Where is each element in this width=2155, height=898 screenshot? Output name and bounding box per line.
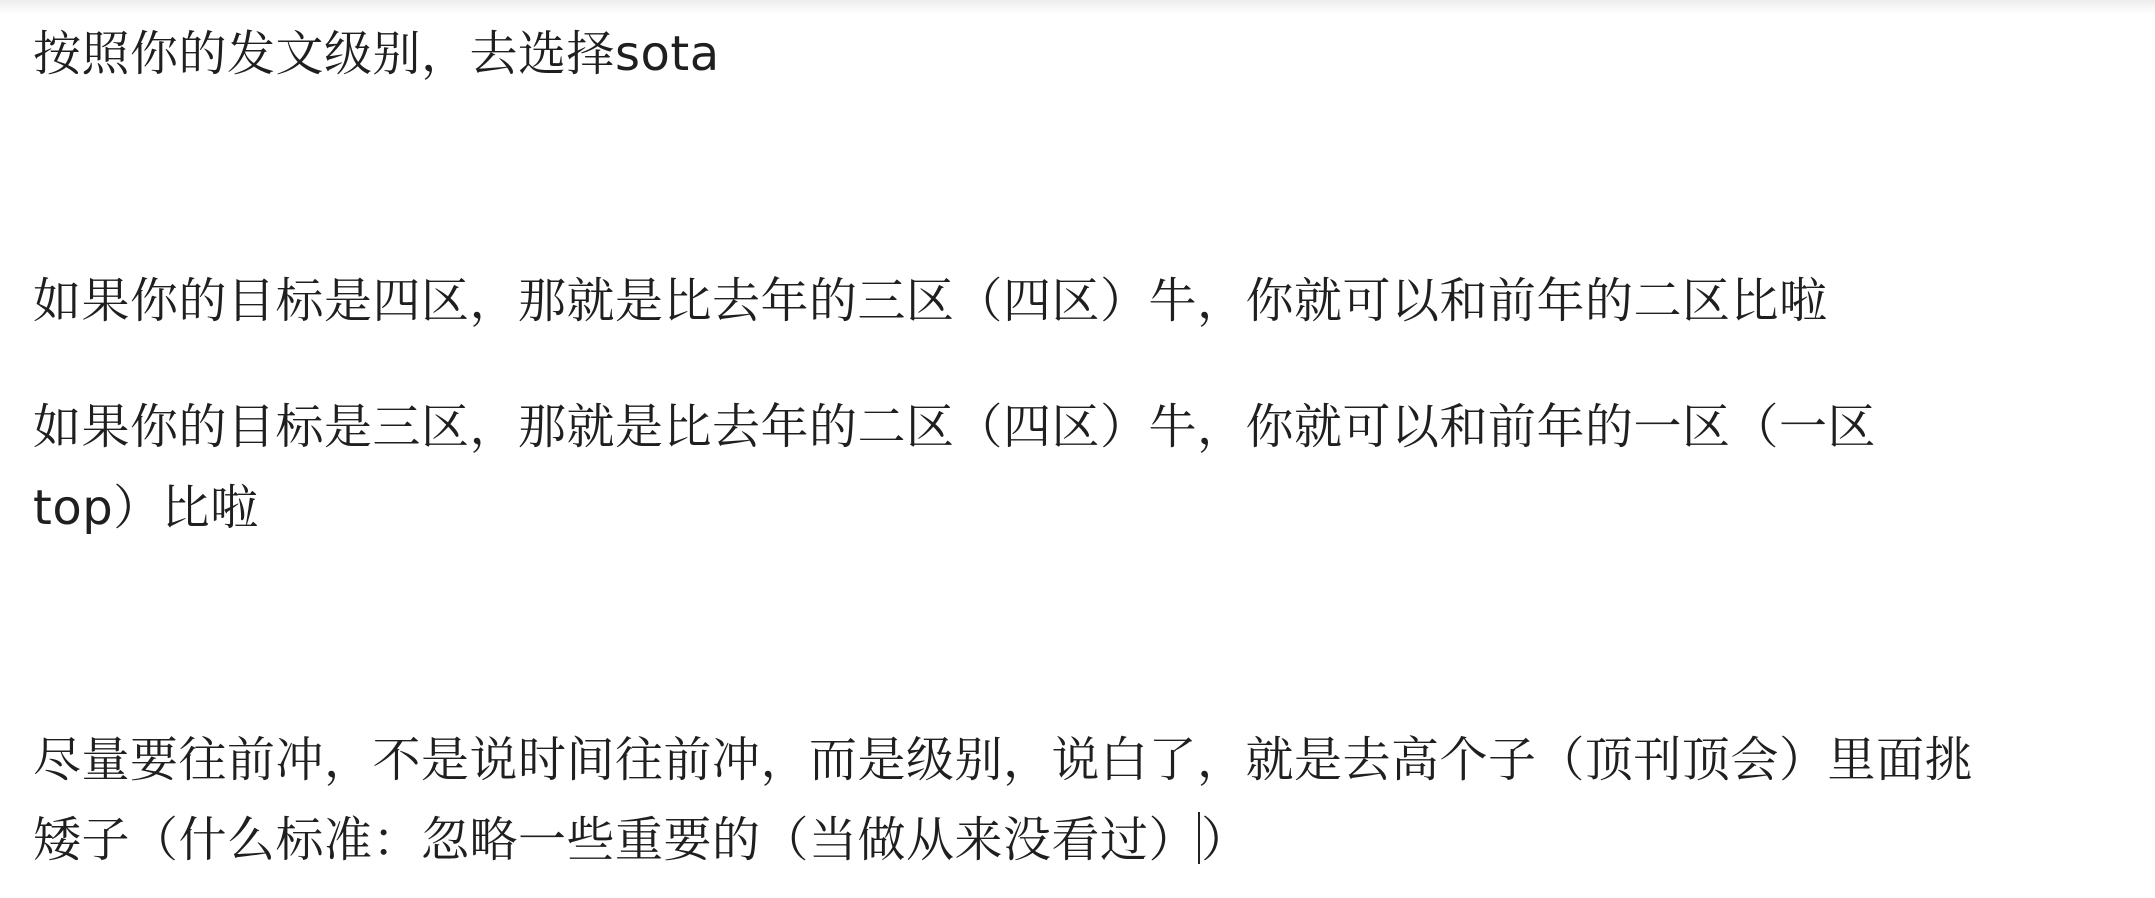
window-top-edge xyxy=(0,0,2155,14)
paragraph-3-line-2: top）比啦 xyxy=(33,480,259,536)
paragraph-4-line-2-text: 矮子（什么标准：忽略一些重要的（当做从来没看过） xyxy=(33,812,1198,868)
text-cursor xyxy=(1198,812,1200,864)
paragraph-1: 按照你的发文级别，去选择sota xyxy=(33,26,720,82)
paragraph-3-line-1: 如果你的目标是三区，那就是比去年的二区（四区）牛，你就可以和前年的一区（一区 xyxy=(33,399,1877,455)
paragraph-4-line-2 xyxy=(33,812,1250,868)
paragraph-2: 如果你的目标是四区，那就是比去年的三区（四区）牛，你就可以和前年的二区比啦 xyxy=(33,273,1828,329)
paragraph-4-line-1: 尽量要往前冲，不是说时间往前冲，而是级别，说白了，就是去高个子（顶刊顶会）里面挑 xyxy=(33,732,1974,788)
paragraph-4-line-2-closing: ） xyxy=(1201,812,1250,868)
